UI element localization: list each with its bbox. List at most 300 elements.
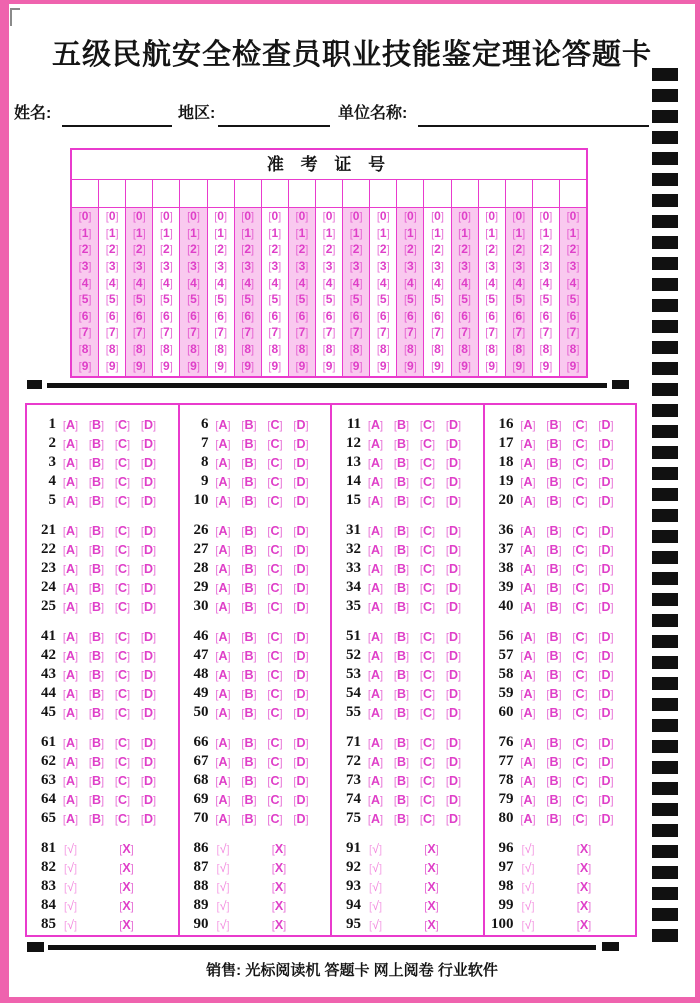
option-bubble-D[interactable]: [D] (140, 561, 157, 576)
digit-bubble-8[interactable]: [8] (187, 342, 200, 357)
option-bubble-A[interactable]: [A] (367, 754, 384, 769)
option-bubble-D[interactable]: [D] (598, 705, 614, 720)
digit-bubble-2[interactable]: [2] (105, 242, 119, 257)
cross-bubble[interactable]: [X] (119, 860, 134, 875)
option-bubble-D[interactable]: [D] (140, 436, 157, 451)
digit-bubble-3[interactable]: [3] (295, 259, 309, 274)
digit-bubble-2[interactable]: [2] (159, 242, 173, 257)
option-bubble-A[interactable]: [A] (520, 705, 536, 720)
option-bubble-C[interactable]: [C] (114, 580, 131, 595)
option-bubble-C[interactable]: [C] (419, 667, 436, 682)
option-bubble-C[interactable]: [C] (572, 561, 588, 576)
option-bubble-B[interactable]: [B] (88, 599, 105, 614)
option-bubble-C[interactable]: [C] (572, 792, 588, 807)
option-bubble-D[interactable]: [D] (140, 648, 157, 663)
digit-bubble-7[interactable]: [7] (105, 325, 119, 340)
option-bubble-B[interactable]: [B] (546, 455, 562, 470)
digit-bubble-8[interactable]: [8] (349, 342, 363, 357)
option-bubble-B[interactable]: [B] (393, 455, 410, 470)
option-bubble-B[interactable]: [B] (546, 811, 562, 826)
id-write-cell[interactable] (235, 180, 262, 207)
option-bubble-C[interactable]: [C] (267, 754, 283, 769)
option-bubble-D[interactable]: [D] (293, 629, 309, 644)
option-bubble-D[interactable]: [D] (293, 811, 309, 826)
option-bubble-D[interactable]: [D] (445, 667, 462, 682)
digit-bubble-7[interactable]: [7] (566, 325, 580, 340)
digit-bubble-8[interactable]: [8] (241, 342, 255, 357)
option-bubble-D[interactable]: [D] (293, 792, 309, 807)
digit-bubble-9[interactable]: [9] (458, 358, 471, 373)
option-bubble-B[interactable]: [B] (88, 754, 105, 769)
digit-bubble-6[interactable]: [6] (295, 308, 309, 323)
digit-bubble-8[interactable]: [8] (485, 342, 499, 357)
option-bubble-C[interactable]: [C] (114, 735, 131, 750)
digit-bubble-0[interactable]: [0] (132, 209, 146, 224)
option-bubble-C[interactable]: [C] (267, 629, 283, 644)
check-bubble[interactable]: [√] (369, 879, 382, 894)
digit-bubble-6[interactable]: [6] (349, 308, 363, 323)
digit-bubble-9[interactable]: [9] (78, 358, 92, 373)
digit-bubble-8[interactable]: [8] (458, 342, 471, 357)
option-bubble-D[interactable]: [D] (598, 667, 614, 682)
option-bubble-D[interactable]: [D] (445, 561, 462, 576)
id-write-cell[interactable] (316, 180, 343, 207)
digit-bubble-4[interactable]: [4] (376, 275, 390, 290)
option-bubble-B[interactable]: [B] (546, 754, 562, 769)
option-bubble-B[interactable]: [B] (241, 455, 257, 470)
option-bubble-B[interactable]: [B] (241, 561, 257, 576)
option-bubble-B[interactable]: [B] (546, 667, 562, 682)
option-bubble-B[interactable]: [B] (393, 792, 410, 807)
option-bubble-D[interactable]: [D] (140, 735, 157, 750)
option-bubble-C[interactable]: [C] (267, 417, 283, 432)
digit-bubble-8[interactable]: [8] (105, 342, 119, 357)
option-bubble-B[interactable]: [B] (546, 436, 562, 451)
option-bubble-D[interactable]: [D] (293, 493, 309, 508)
option-bubble-A[interactable]: [A] (367, 523, 384, 538)
digit-bubble-4[interactable]: [4] (268, 275, 282, 290)
option-bubble-B[interactable]: [B] (393, 629, 410, 644)
digit-bubble-1[interactable]: [1] (78, 225, 92, 240)
option-bubble-D[interactable]: [D] (598, 811, 614, 826)
option-bubble-A[interactable]: [A] (62, 561, 79, 576)
digit-bubble-1[interactable]: [1] (214, 225, 227, 240)
check-bubble[interactable]: [√] (216, 879, 230, 894)
digit-bubble-1[interactable]: [1] (566, 225, 580, 240)
digit-bubble-6[interactable]: [6] (241, 308, 255, 323)
cross-bubble[interactable]: [X] (271, 879, 287, 894)
cross-bubble[interactable]: [X] (119, 898, 134, 913)
option-bubble-D[interactable]: [D] (293, 599, 309, 614)
option-bubble-D[interactable]: [D] (445, 493, 462, 508)
option-bubble-A[interactable]: [A] (62, 474, 79, 489)
option-bubble-B[interactable]: [B] (241, 580, 257, 595)
digit-bubble-4[interactable]: [4] (105, 275, 119, 290)
digit-bubble-2[interactable]: [2] (295, 242, 309, 257)
digit-bubble-3[interactable]: [3] (187, 259, 200, 274)
option-bubble-B[interactable]: [B] (393, 436, 410, 451)
option-bubble-A[interactable]: [A] (520, 436, 536, 451)
digit-bubble-5[interactable]: [5] (241, 292, 255, 307)
option-bubble-D[interactable]: [D] (598, 436, 614, 451)
option-bubble-D[interactable]: [D] (140, 686, 157, 701)
digit-bubble-1[interactable]: [1] (376, 225, 390, 240)
option-bubble-D[interactable]: [D] (598, 455, 614, 470)
option-bubble-D[interactable]: [D] (445, 754, 462, 769)
option-bubble-B[interactable]: [B] (88, 735, 105, 750)
option-bubble-B[interactable]: [B] (393, 667, 410, 682)
id-write-cell[interactable] (370, 180, 397, 207)
option-bubble-B[interactable]: [B] (241, 792, 257, 807)
option-bubble-B[interactable]: [B] (88, 792, 105, 807)
option-bubble-B[interactable]: [B] (88, 648, 105, 663)
digit-bubble-1[interactable]: [1] (431, 225, 444, 240)
option-bubble-C[interactable]: [C] (267, 773, 283, 788)
cross-bubble[interactable]: [X] (576, 879, 592, 894)
unit-name-field-line[interactable] (418, 125, 649, 127)
option-bubble-C[interactable]: [C] (114, 811, 131, 826)
option-bubble-A[interactable]: [A] (367, 417, 384, 432)
option-bubble-D[interactable]: [D] (598, 417, 614, 432)
option-bubble-C[interactable]: [C] (114, 542, 131, 557)
option-bubble-D[interactable]: [D] (293, 580, 309, 595)
option-bubble-D[interactable]: [D] (140, 629, 157, 644)
id-write-cell[interactable] (72, 180, 99, 207)
digit-bubble-8[interactable]: [8] (214, 342, 227, 357)
check-bubble[interactable]: [√] (64, 841, 77, 856)
option-bubble-B[interactable]: [B] (393, 493, 410, 508)
option-bubble-C[interactable]: [C] (419, 811, 436, 826)
option-bubble-C[interactable]: [C] (114, 629, 131, 644)
digit-bubble-6[interactable]: [6] (512, 308, 526, 323)
option-bubble-B[interactable]: [B] (88, 474, 105, 489)
option-bubble-A[interactable]: [A] (215, 417, 231, 432)
id-write-cell[interactable] (153, 180, 180, 207)
digit-bubble-2[interactable]: [2] (78, 242, 92, 257)
cross-bubble[interactable]: [X] (424, 917, 439, 932)
option-bubble-C[interactable]: [C] (419, 493, 436, 508)
option-bubble-B[interactable]: [B] (88, 523, 105, 538)
option-bubble-B[interactable]: [B] (546, 705, 562, 720)
option-bubble-C[interactable]: [C] (572, 436, 588, 451)
cross-bubble[interactable]: [X] (424, 841, 439, 856)
digit-bubble-0[interactable]: [0] (376, 209, 390, 224)
digit-bubble-0[interactable]: [0] (431, 209, 444, 224)
option-bubble-B[interactable]: [B] (241, 474, 257, 489)
option-bubble-B[interactable]: [B] (393, 523, 410, 538)
option-bubble-C[interactable]: [C] (419, 580, 436, 595)
cross-bubble[interactable]: [X] (119, 841, 134, 856)
option-bubble-C[interactable]: [C] (572, 455, 588, 470)
digit-bubble-0[interactable]: [0] (268, 209, 282, 224)
digit-bubble-8[interactable]: [8] (539, 342, 553, 357)
digit-bubble-4[interactable]: [4] (431, 275, 444, 290)
digit-bubble-5[interactable]: [5] (187, 292, 200, 307)
digit-bubble-3[interactable]: [3] (458, 259, 471, 274)
digit-bubble-7[interactable]: [7] (214, 325, 227, 340)
option-bubble-B[interactable]: [B] (241, 754, 257, 769)
check-bubble[interactable]: [√] (216, 841, 230, 856)
option-bubble-B[interactable]: [B] (88, 542, 105, 557)
option-bubble-B[interactable]: [B] (393, 648, 410, 663)
digit-bubble-1[interactable]: [1] (159, 225, 173, 240)
option-bubble-D[interactable]: [D] (140, 667, 157, 682)
option-bubble-B[interactable]: [B] (393, 754, 410, 769)
option-bubble-C[interactable]: [C] (267, 455, 283, 470)
option-bubble-B[interactable]: [B] (88, 705, 105, 720)
option-bubble-D[interactable]: [D] (598, 561, 614, 576)
digit-bubble-2[interactable]: [2] (376, 242, 390, 257)
option-bubble-C[interactable]: [C] (114, 561, 131, 576)
option-bubble-D[interactable]: [D] (445, 629, 462, 644)
digit-bubble-0[interactable]: [0] (512, 209, 526, 224)
option-bubble-D[interactable]: [D] (445, 811, 462, 826)
option-bubble-B[interactable]: [B] (88, 455, 105, 470)
digit-bubble-8[interactable]: [8] (431, 342, 444, 357)
option-bubble-D[interactable]: [D] (293, 686, 309, 701)
option-bubble-A[interactable]: [A] (367, 542, 384, 557)
digit-bubble-1[interactable]: [1] (322, 225, 336, 240)
option-bubble-C[interactable]: [C] (114, 754, 131, 769)
option-bubble-B[interactable]: [B] (88, 436, 105, 451)
digit-bubble-0[interactable]: [0] (78, 209, 92, 224)
option-bubble-A[interactable]: [A] (62, 686, 79, 701)
option-bubble-D[interactable]: [D] (140, 523, 157, 538)
option-bubble-B[interactable]: [B] (393, 474, 410, 489)
option-bubble-B[interactable]: [B] (546, 629, 562, 644)
option-bubble-B[interactable]: [B] (546, 523, 562, 538)
digit-bubble-8[interactable]: [8] (403, 342, 417, 357)
option-bubble-D[interactable]: [D] (445, 705, 462, 720)
option-bubble-D[interactable]: [D] (598, 474, 614, 489)
digit-bubble-4[interactable]: [4] (566, 275, 580, 290)
digit-bubble-1[interactable]: [1] (485, 225, 499, 240)
option-bubble-A[interactable]: [A] (62, 580, 79, 595)
option-bubble-A[interactable]: [A] (215, 754, 231, 769)
digit-bubble-5[interactable]: [5] (159, 292, 173, 307)
digit-bubble-8[interactable]: [8] (376, 342, 390, 357)
option-bubble-C[interactable]: [C] (419, 773, 436, 788)
option-bubble-A[interactable]: [A] (367, 686, 384, 701)
check-bubble[interactable]: [√] (216, 898, 230, 913)
option-bubble-A[interactable]: [A] (520, 493, 536, 508)
digit-bubble-0[interactable]: [0] (485, 209, 499, 224)
digit-bubble-9[interactable]: [9] (376, 358, 390, 373)
option-bubble-D[interactable]: [D] (140, 417, 157, 432)
digit-bubble-5[interactable]: [5] (376, 292, 390, 307)
digit-bubble-6[interactable]: [6] (485, 308, 499, 323)
digit-bubble-9[interactable]: [9] (159, 358, 173, 373)
digit-bubble-9[interactable]: [9] (322, 358, 336, 373)
digit-bubble-5[interactable]: [5] (105, 292, 119, 307)
digit-bubble-6[interactable]: [6] (539, 308, 553, 323)
option-bubble-A[interactable]: [A] (62, 523, 79, 538)
cross-bubble[interactable]: [X] (119, 917, 134, 932)
option-bubble-C[interactable]: [C] (114, 474, 131, 489)
digit-bubble-2[interactable]: [2] (132, 242, 146, 257)
option-bubble-C[interactable]: [C] (572, 735, 588, 750)
digit-bubble-3[interactable]: [3] (539, 259, 553, 274)
region-field-line[interactable] (218, 125, 330, 127)
digit-bubble-9[interactable]: [9] (187, 358, 200, 373)
digit-bubble-5[interactable]: [5] (539, 292, 553, 307)
option-bubble-A[interactable]: [A] (367, 811, 384, 826)
digit-bubble-2[interactable]: [2] (349, 242, 363, 257)
option-bubble-C[interactable]: [C] (572, 667, 588, 682)
option-bubble-B[interactable]: [B] (546, 686, 562, 701)
cross-bubble[interactable]: [X] (271, 860, 287, 875)
option-bubble-D[interactable]: [D] (140, 474, 157, 489)
option-bubble-C[interactable]: [C] (419, 792, 436, 807)
option-bubble-C[interactable]: [C] (114, 792, 131, 807)
option-bubble-B[interactable]: [B] (241, 811, 257, 826)
digit-bubble-6[interactable]: [6] (376, 308, 390, 323)
digit-bubble-6[interactable]: [6] (458, 308, 471, 323)
check-bubble[interactable]: [√] (369, 860, 382, 875)
option-bubble-C[interactable]: [C] (419, 474, 436, 489)
digit-bubble-0[interactable]: [0] (214, 209, 227, 224)
check-bubble[interactable]: [√] (369, 917, 382, 932)
digit-bubble-2[interactable]: [2] (512, 242, 526, 257)
digit-bubble-2[interactable]: [2] (539, 242, 553, 257)
digit-bubble-5[interactable]: [5] (132, 292, 146, 307)
option-bubble-A[interactable]: [A] (215, 542, 231, 557)
option-bubble-A[interactable]: [A] (520, 754, 536, 769)
option-bubble-D[interactable]: [D] (445, 735, 462, 750)
digit-bubble-4[interactable]: [4] (132, 275, 146, 290)
check-bubble[interactable]: [√] (521, 898, 535, 913)
option-bubble-B[interactable]: [B] (393, 542, 410, 557)
digit-bubble-4[interactable]: [4] (295, 275, 309, 290)
digit-bubble-9[interactable]: [9] (512, 358, 526, 373)
digit-bubble-3[interactable]: [3] (512, 259, 526, 274)
option-bubble-D[interactable]: [D] (140, 599, 157, 614)
option-bubble-A[interactable]: [A] (62, 436, 79, 451)
cross-bubble[interactable]: [X] (119, 879, 134, 894)
digit-bubble-7[interactable]: [7] (349, 325, 363, 340)
option-bubble-D[interactable]: [D] (293, 667, 309, 682)
option-bubble-C[interactable]: [C] (267, 667, 283, 682)
option-bubble-B[interactable]: [B] (88, 561, 105, 576)
option-bubble-A[interactable]: [A] (520, 561, 536, 576)
option-bubble-A[interactable]: [A] (62, 773, 79, 788)
option-bubble-D[interactable]: [D] (293, 705, 309, 720)
option-bubble-A[interactable]: [A] (215, 735, 231, 750)
option-bubble-A[interactable]: [A] (62, 705, 79, 720)
option-bubble-C[interactable]: [C] (572, 599, 588, 614)
option-bubble-A[interactable]: [A] (62, 667, 79, 682)
digit-bubble-4[interactable]: [4] (187, 275, 200, 290)
option-bubble-B[interactable]: [B] (88, 493, 105, 508)
digit-bubble-0[interactable]: [0] (566, 209, 580, 224)
id-write-cell[interactable] (452, 180, 479, 207)
option-bubble-A[interactable]: [A] (62, 493, 79, 508)
option-bubble-D[interactable]: [D] (293, 542, 309, 557)
option-bubble-C[interactable]: [C] (419, 542, 436, 557)
digit-bubble-2[interactable]: [2] (214, 242, 227, 257)
digit-bubble-9[interactable]: [9] (105, 358, 119, 373)
check-bubble[interactable]: [√] (216, 917, 230, 932)
digit-bubble-6[interactable]: [6] (105, 308, 119, 323)
option-bubble-A[interactable]: [A] (367, 629, 384, 644)
digit-bubble-1[interactable]: [1] (241, 225, 255, 240)
id-write-cell[interactable] (560, 180, 586, 207)
digit-bubble-3[interactable]: [3] (322, 259, 336, 274)
option-bubble-A[interactable]: [A] (367, 792, 384, 807)
option-bubble-B[interactable]: [B] (88, 667, 105, 682)
digit-bubble-4[interactable]: [4] (159, 275, 173, 290)
option-bubble-C[interactable]: [C] (572, 648, 588, 663)
digit-bubble-7[interactable]: [7] (376, 325, 390, 340)
option-bubble-D[interactable]: [D] (598, 580, 614, 595)
option-bubble-C[interactable]: [C] (419, 705, 436, 720)
digit-bubble-1[interactable]: [1] (268, 225, 282, 240)
option-bubble-C[interactable]: [C] (267, 493, 283, 508)
option-bubble-B[interactable]: [B] (546, 773, 562, 788)
digit-bubble-6[interactable]: [6] (132, 308, 146, 323)
option-bubble-C[interactable]: [C] (267, 811, 283, 826)
option-bubble-D[interactable]: [D] (445, 580, 462, 595)
digit-bubble-1[interactable]: [1] (403, 225, 417, 240)
check-bubble[interactable]: [√] (369, 841, 382, 856)
digit-bubble-2[interactable]: [2] (403, 242, 417, 257)
digit-bubble-5[interactable]: [5] (214, 292, 227, 307)
option-bubble-A[interactable]: [A] (367, 474, 384, 489)
option-bubble-C[interactable]: [C] (572, 686, 588, 701)
digit-bubble-4[interactable]: [4] (539, 275, 553, 290)
digit-bubble-6[interactable]: [6] (431, 308, 444, 323)
option-bubble-B[interactable]: [B] (546, 542, 562, 557)
option-bubble-A[interactable]: [A] (520, 523, 536, 538)
option-bubble-C[interactable]: [C] (267, 705, 283, 720)
option-bubble-B[interactable]: [B] (393, 773, 410, 788)
option-bubble-C[interactable]: [C] (419, 648, 436, 663)
option-bubble-C[interactable]: [C] (572, 705, 588, 720)
option-bubble-C[interactable]: [C] (267, 599, 283, 614)
digit-bubble-8[interactable]: [8] (322, 342, 336, 357)
option-bubble-D[interactable]: [D] (293, 648, 309, 663)
digit-bubble-3[interactable]: [3] (566, 259, 580, 274)
option-bubble-B[interactable]: [B] (241, 523, 257, 538)
option-bubble-D[interactable]: [D] (293, 523, 309, 538)
option-bubble-C[interactable]: [C] (267, 735, 283, 750)
option-bubble-B[interactable]: [B] (546, 493, 562, 508)
digit-bubble-1[interactable]: [1] (105, 225, 119, 240)
option-bubble-B[interactable]: [B] (88, 629, 105, 644)
option-bubble-D[interactable]: [D] (598, 523, 614, 538)
option-bubble-C[interactable]: [C] (114, 686, 131, 701)
option-bubble-C[interactable]: [C] (114, 455, 131, 470)
digit-bubble-8[interactable]: [8] (268, 342, 282, 357)
option-bubble-B[interactable]: [B] (241, 705, 257, 720)
id-write-cell[interactable] (99, 180, 126, 207)
option-bubble-D[interactable]: [D] (598, 599, 614, 614)
cross-bubble[interactable]: [X] (424, 879, 439, 894)
option-bubble-D[interactable]: [D] (445, 686, 462, 701)
option-bubble-A[interactable]: [A] (520, 773, 536, 788)
option-bubble-A[interactable]: [A] (62, 792, 79, 807)
option-bubble-B[interactable]: [B] (393, 705, 410, 720)
option-bubble-C[interactable]: [C] (572, 773, 588, 788)
check-bubble[interactable]: [√] (521, 879, 535, 894)
digit-bubble-2[interactable]: [2] (268, 242, 282, 257)
option-bubble-B[interactable]: [B] (393, 599, 410, 614)
option-bubble-C[interactable]: [C] (572, 580, 588, 595)
digit-bubble-6[interactable]: [6] (566, 308, 580, 323)
id-write-cell[interactable] (533, 180, 560, 207)
digit-bubble-5[interactable]: [5] (268, 292, 282, 307)
id-write-cell[interactable] (506, 180, 533, 207)
